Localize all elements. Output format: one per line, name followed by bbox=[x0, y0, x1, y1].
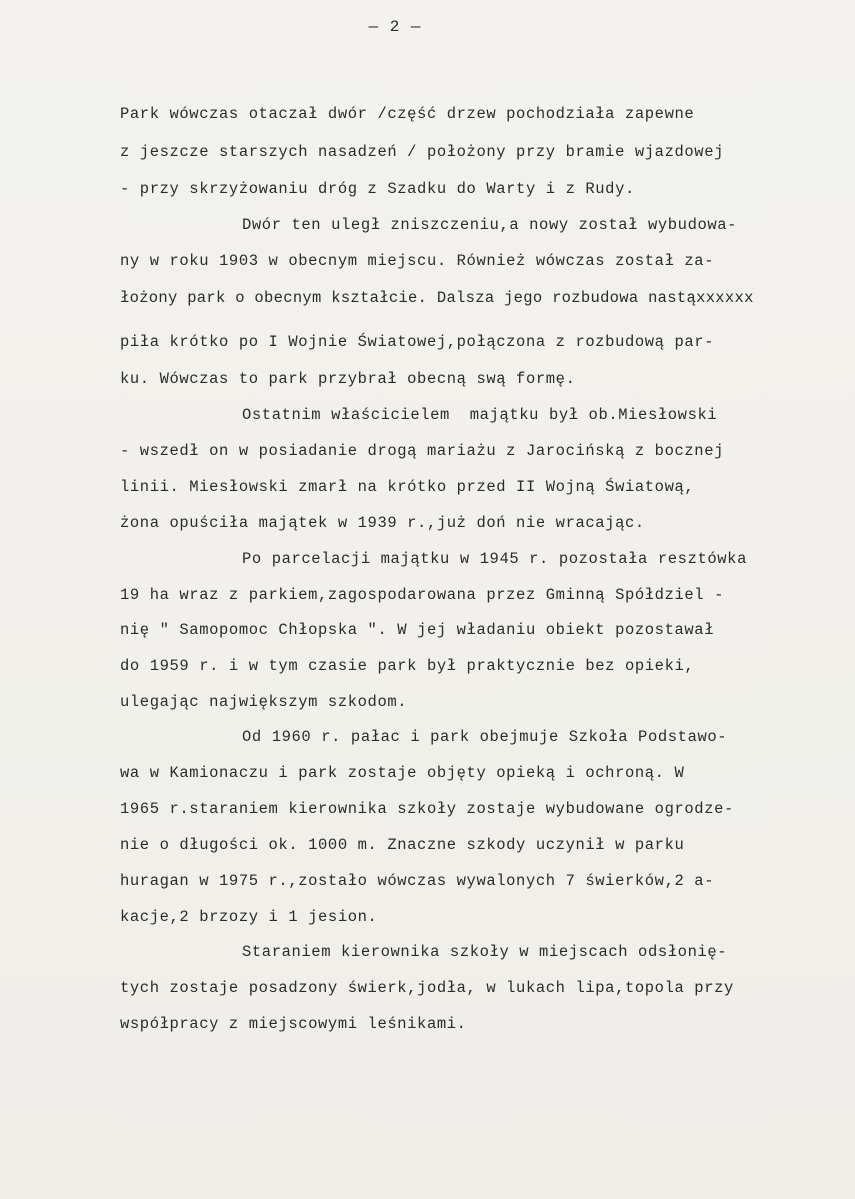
text-line-3: - przy skrzyżowaniu dróg z Szadku do Warty i z Rudy. bbox=[120, 180, 635, 198]
text-line-1: Park wówczas otaczał dwór /część drzew pochodziała zapewne bbox=[120, 105, 695, 123]
text-line-5: ny w roku 1903 w obecnym miejscu. Również wówczas został za- bbox=[120, 252, 715, 270]
text-line-13: Po parcelacji majątku w 1945 r. pozostała resztówka bbox=[242, 550, 747, 568]
text-line-25: tych zostaje posadzony świerk,jodła, w lukach lipa,topola przy bbox=[120, 979, 734, 997]
text-line-17: ulegając największym szkodom. bbox=[120, 693, 408, 711]
text-line-19: wa w Kamionaczu i park zostaje objęty opieką i ochroną. W bbox=[120, 764, 685, 782]
text-line-26: współpracy z miejscowymi leśnikami. bbox=[120, 1015, 467, 1033]
text-line-16: do 1959 r. i w tym czasie park był praktycznie bez opieki, bbox=[120, 657, 695, 675]
page-number: — 2 — bbox=[368, 18, 422, 36]
text-line-21: nie o długości ok. 1000 m. Znaczne szkody uczynił w parku bbox=[120, 836, 685, 854]
text-line-2: z jeszcze starszych nasadzeń / położony przy bramie wjazdowej bbox=[120, 143, 724, 161]
text-line-20: 1965 r.staraniem kierownika szkoły zostaje wybudowane ogrodze- bbox=[120, 800, 734, 818]
text-line-9: Ostatnim właścicielem majątku był ob.Miesłowski bbox=[242, 406, 718, 424]
text-line-24: Staraniem kierownika szkoły w miejscach odsłonię- bbox=[242, 943, 728, 961]
text-line-23: kacje,2 brzozy i 1 jesion. bbox=[120, 908, 378, 926]
text-line-18: Od 1960 r. pałac i park obejmuje Szkoła Podstawo- bbox=[242, 728, 728, 746]
text-line-10: - wszedł on w posiadanie drogą mariażu z Jarocińską z bocznej bbox=[120, 442, 724, 460]
text-line-4: Dwór ten uległ zniszczeniu,a nowy został wybudowa- bbox=[242, 216, 738, 234]
text-line-11: linii. Miesłowski zmarł na krótko przed II Wojną Światową, bbox=[120, 478, 695, 496]
text-line-15: nię " Samopomoc Chłopska ". W jej władaniu obiekt pozostawał bbox=[120, 621, 715, 639]
text-line-7: piła krótko po I Wojnie Światowej,połączona z rozbudową par- bbox=[120, 333, 715, 351]
text-line-14: 19 ha wraz z parkiem,zagospodarowana przez Gminną Spółdziel - bbox=[120, 586, 724, 604]
text-line-6: łożony park o obecnym kształcie. Dalsza jego rozbudowa nastąxxxxxx bbox=[120, 289, 754, 307]
text-line-8: ku. Wówczas to park przybrał obecną swą formę. bbox=[120, 370, 576, 388]
text-line-12: żona opuściła majątek w 1939 r.,już doń nie wracając. bbox=[120, 514, 645, 532]
text-line-22: huragan w 1975 r.,zostało wówczas wywalonych 7 świerków,2 a- bbox=[120, 872, 715, 890]
